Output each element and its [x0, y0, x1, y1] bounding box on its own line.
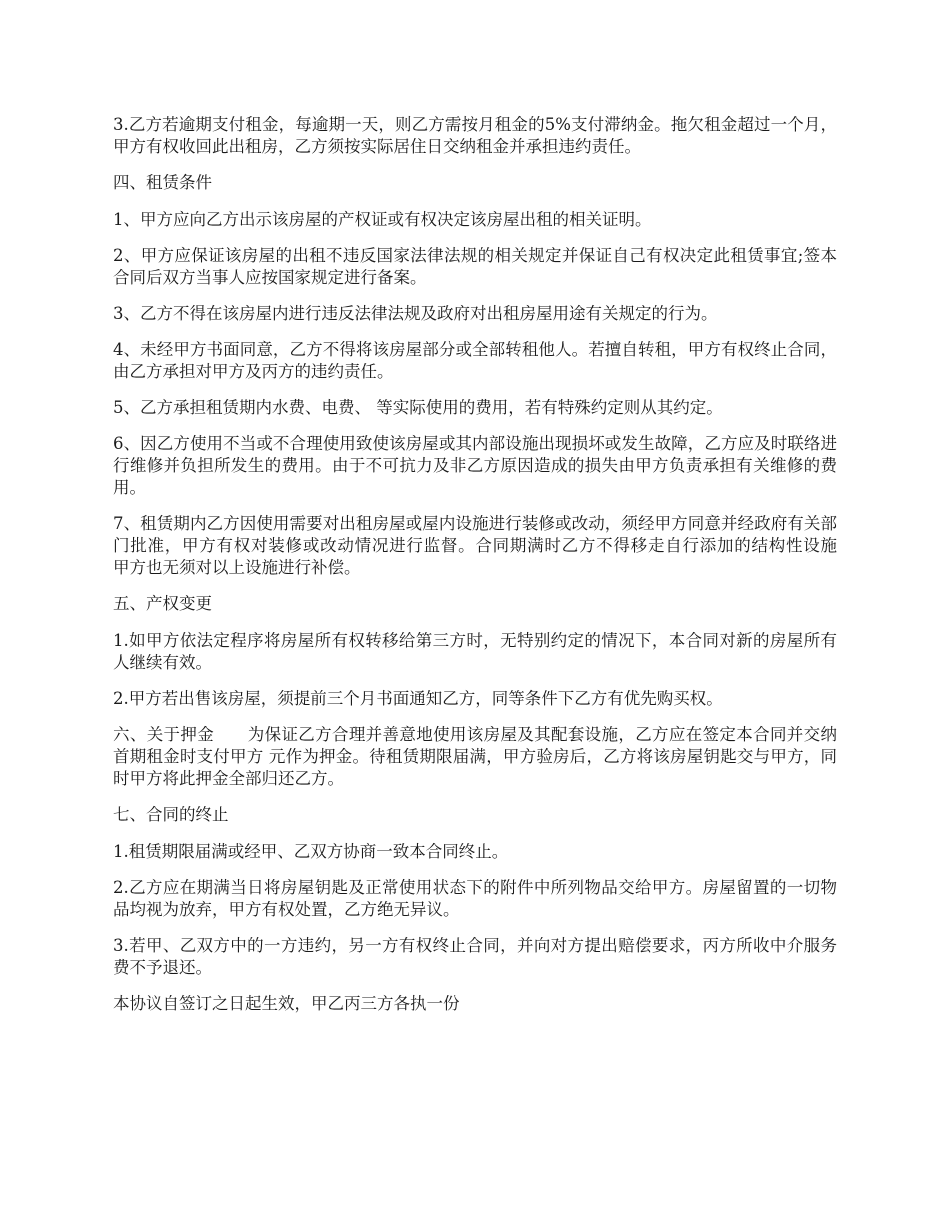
clause-property-certificate: 1、甲方应向乙方出示该房屋的产权证或有权决定该房屋出租的相关证明。 — [113, 210, 652, 229]
clause-termination-expiry: 1.租赁期限届满或经甲、乙双方协商一致本合同终止。 — [113, 842, 509, 861]
clause-legal-compliance: 2、甲方应保证该房屋的出租不违反国家法律法规的相关规定并保证自己有权决定此租赁事宜;签本合同后双方当事人应按国家规定进行备案。 — [113, 246, 837, 287]
clause-deposit: 六、关于押金 为保证乙方合理并善意地使用该房屋及其配套设施，乙方应在签定本合同并交纳首期租金时支付甲方 元作为押金。待租赁期限届满，甲方验房后，乙方将该房屋钥匙交与甲方，同时甲方将此押金全部归还乙方。 — [113, 725, 837, 788]
document-page — [113, 114, 870, 1029]
clause-utility-fees: 5、乙方承担租赁期内水费、电费、 等实际使用的费用，若有特殊约定则从其约定。 — [113, 398, 723, 417]
section-heading-lease-conditions: 四、租赁条件 — [113, 173, 212, 192]
section-heading-termination: 七、合同的终止 — [113, 805, 229, 824]
clause-ownership-transfer: 1.如甲方依法定程序将房屋所有权转移给第三方时，无特别约定的情况下，本合同对新的房屋所有人继续有效。 — [113, 631, 837, 672]
clause-no-sublet: 4、未经甲方书面同意，乙方不得将该房屋部分或全部转租他人。若擅自转租，甲方有权终止合同，由乙方承担对甲方及丙方的违约责任。 — [113, 340, 837, 381]
section-heading-property-change: 五、产权变更 — [113, 594, 212, 613]
clause-breach: 3.若甲、乙双方中的一方违约，另一方有权终止合同，并向对方提出赔偿要求，丙方所收中介服务费不予退还。 — [113, 936, 837, 977]
clause-right-of-first-refusal: 2.甲方若出售该房屋，须提前三个月书面通知乙方，同等条件下乙方有优先购买权。 — [113, 689, 723, 708]
clause-no-illegal-use: 3、乙方不得在该房屋内进行违反法律法规及政府对出租房屋用途有关规定的行为。 — [113, 304, 718, 323]
clause-repairs: 6、因乙方使用不当或不合理使用致使该房屋或其内部设施出现损坏或发生故障，乙方应及时联络进行维修并负担所发生的费用。由于不可抗力及非乙方原因造成的损失由甲方负责承担有关维修的费用。 — [113, 434, 837, 497]
clause-rent-late-fee: 3.乙方若逾期支付租金，每逾期一天，则乙方需按月租金的5%支付滞纳金。拖欠租金超过一个月，甲方有权收回此出租房，乙方须按实际居住日交纳租金并承担违约责任。 — [113, 115, 837, 156]
clause-renovation: 7、租赁期内乙方因使用需要对出租房屋或屋内设施进行装修或改动，须经甲方同意并经政府有关部门批准，甲方有权对装修或改动情况进行监督。合同期满时乙方不得移走自行添加的结构性设施 甲方也无须对以上设施进行补偿。 — [113, 514, 870, 577]
closing-statement: 本协议自签订之日起生效，甲乙丙三方各执一份 — [113, 994, 460, 1013]
clause-return-keys: 2.乙方应在期满当日将房屋钥匙及正常使用状态下的附件中所列物品交给甲方。房屋留置的一切物品均视为放弃，甲方有权处置，乙方绝无异议。 — [113, 878, 837, 919]
